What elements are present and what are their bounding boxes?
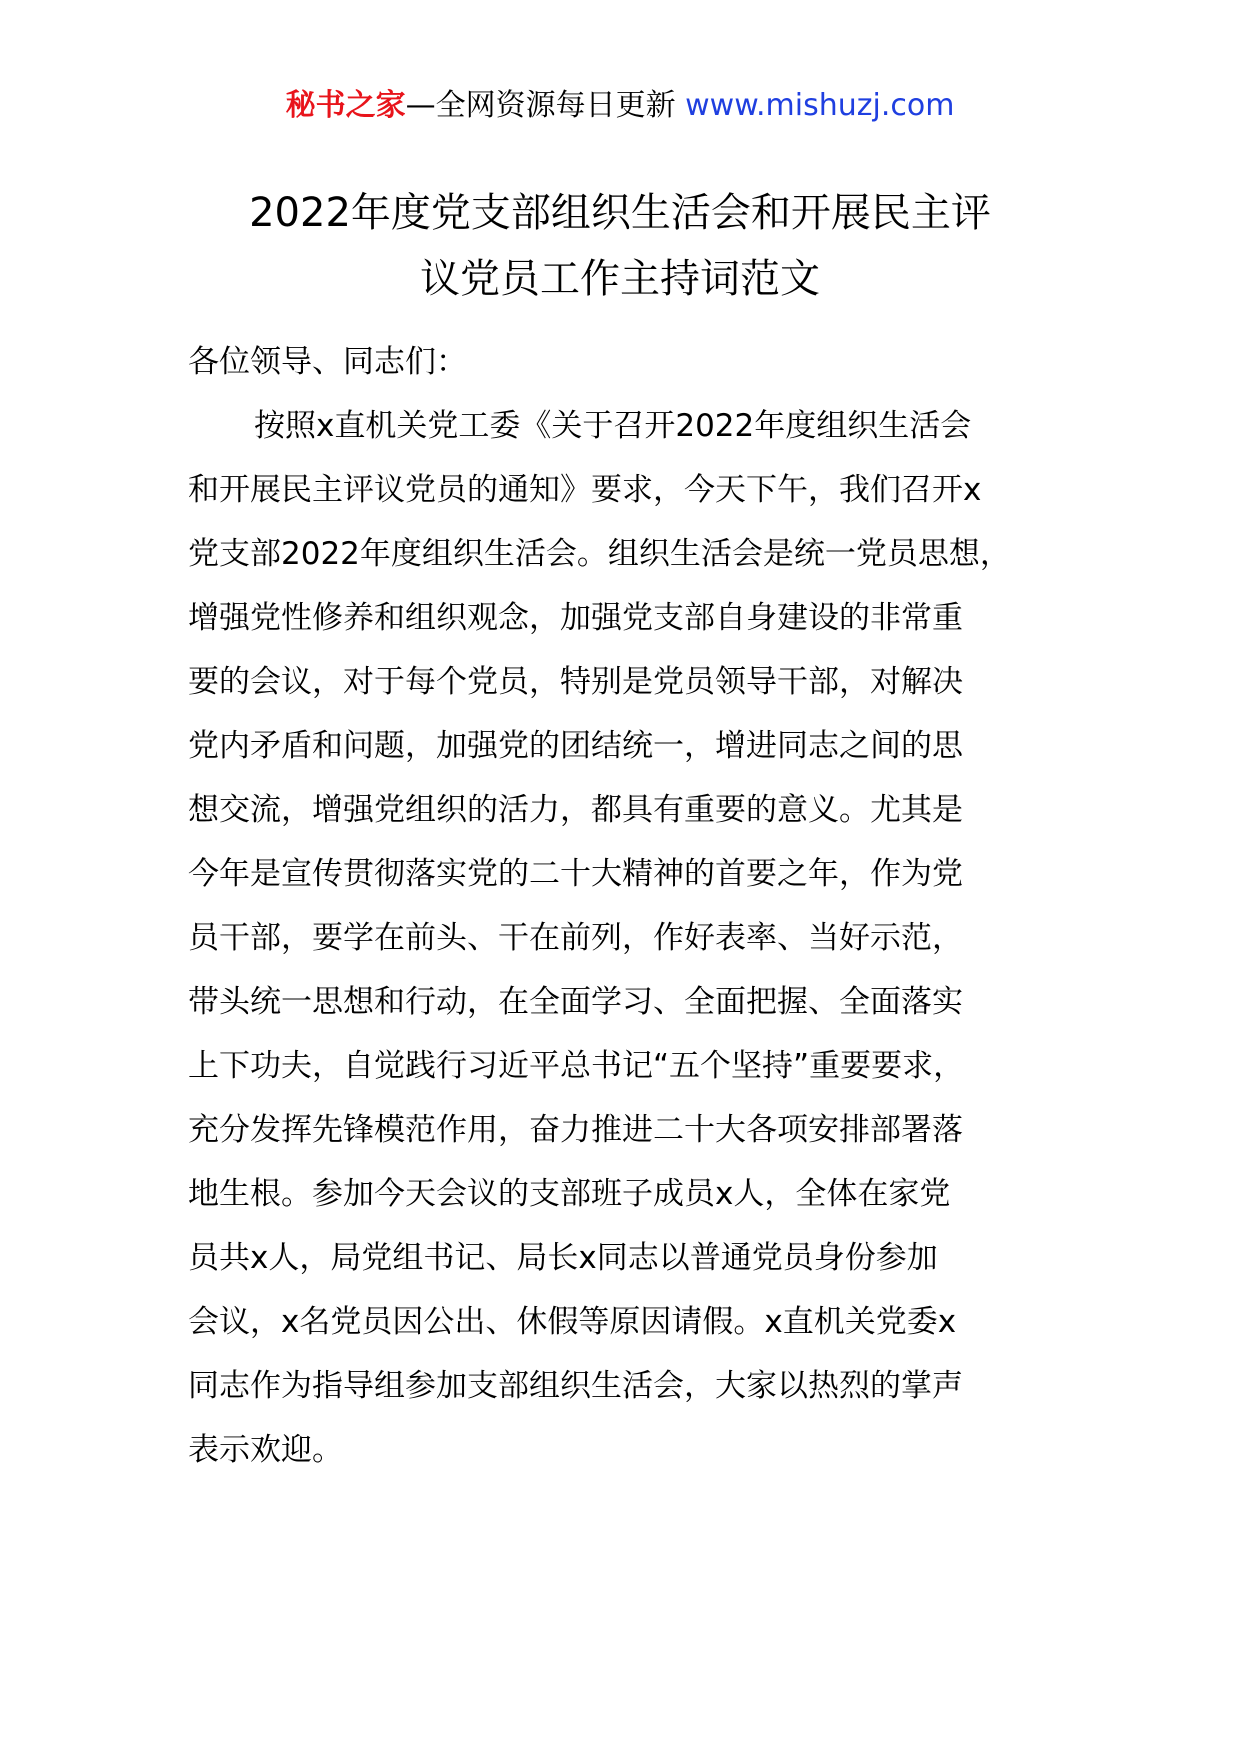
paragraph-line: 会议，x名党员因公出、休假等原因请假。x直机关党委x (188, 1304, 957, 1340)
site-url-link[interactable]: www.mishuzj.com (685, 88, 955, 123)
document-title (120, 180, 1120, 312)
salutation: 各位领导、同志们： (188, 344, 467, 380)
paragraph-line: 党支部2022年度组织生活会。组织生活会是统一党员思想， (188, 536, 1011, 572)
paragraph-line: 员干部，要学在前头、干在前列，作好表率、当好示范， (188, 920, 963, 956)
paragraph-line: 党内矛盾和问题，加强党的团结统一，增进同志之间的思 (188, 728, 963, 764)
paragraph-line: 上下功夫，自觉践行习近平总书记“五个坚持”重要要求， (188, 1048, 965, 1084)
site-header (0, 84, 1240, 128)
paragraph-line: 地生根。参加今天会议的支部班子成员x人，全体在家党 (188, 1176, 951, 1212)
paragraph-line: 今年是宣传贯彻落实党的二十大精神的首要之年，作为党 (188, 856, 963, 892)
paragraph-line: 带头统一思想和行动，在全面学习、全面把握、全面落实 (188, 984, 963, 1020)
title-line-2: 议党员工作主持词范文 (420, 256, 820, 302)
paragraph-line: 想交流，增强党组织的活力，都具有重要的意义。尤其是 (188, 792, 963, 828)
title-line-1: 2022年度党支部组织生活会和开展民主评 (249, 190, 991, 236)
site-tagline: —全网资源每日更新 (405, 88, 676, 123)
paragraph-line: 和开展民主评议党员的通知》要求，今天下午，我们召开x (188, 472, 982, 508)
paragraph-line: 要的会议，对于每个党员，特别是党员领导干部，对解决 (188, 664, 963, 700)
paragraph-line: 充分发挥先锋模范作用，奋力推进二十大各项安排部署落 (188, 1112, 963, 1148)
paragraph-line: 表示欢迎。 (188, 1432, 343, 1468)
paragraph-line: 增强党性修养和组织观念，加强党支部自身建设的非常重 (188, 600, 963, 636)
document-body (188, 330, 1088, 1482)
paragraph-line: 员共x人，局党组书记、局长x同志以普通党员身份参加 (188, 1240, 938, 1276)
site-brand: 秘书之家 (285, 88, 406, 123)
paragraph-line: 同志作为指导组参加支部组织生活会，大家以热烈的掌声 (188, 1368, 963, 1404)
paragraph-line: 按照x直机关党工委《关于召开2022年度组织生活会 (254, 408, 972, 444)
